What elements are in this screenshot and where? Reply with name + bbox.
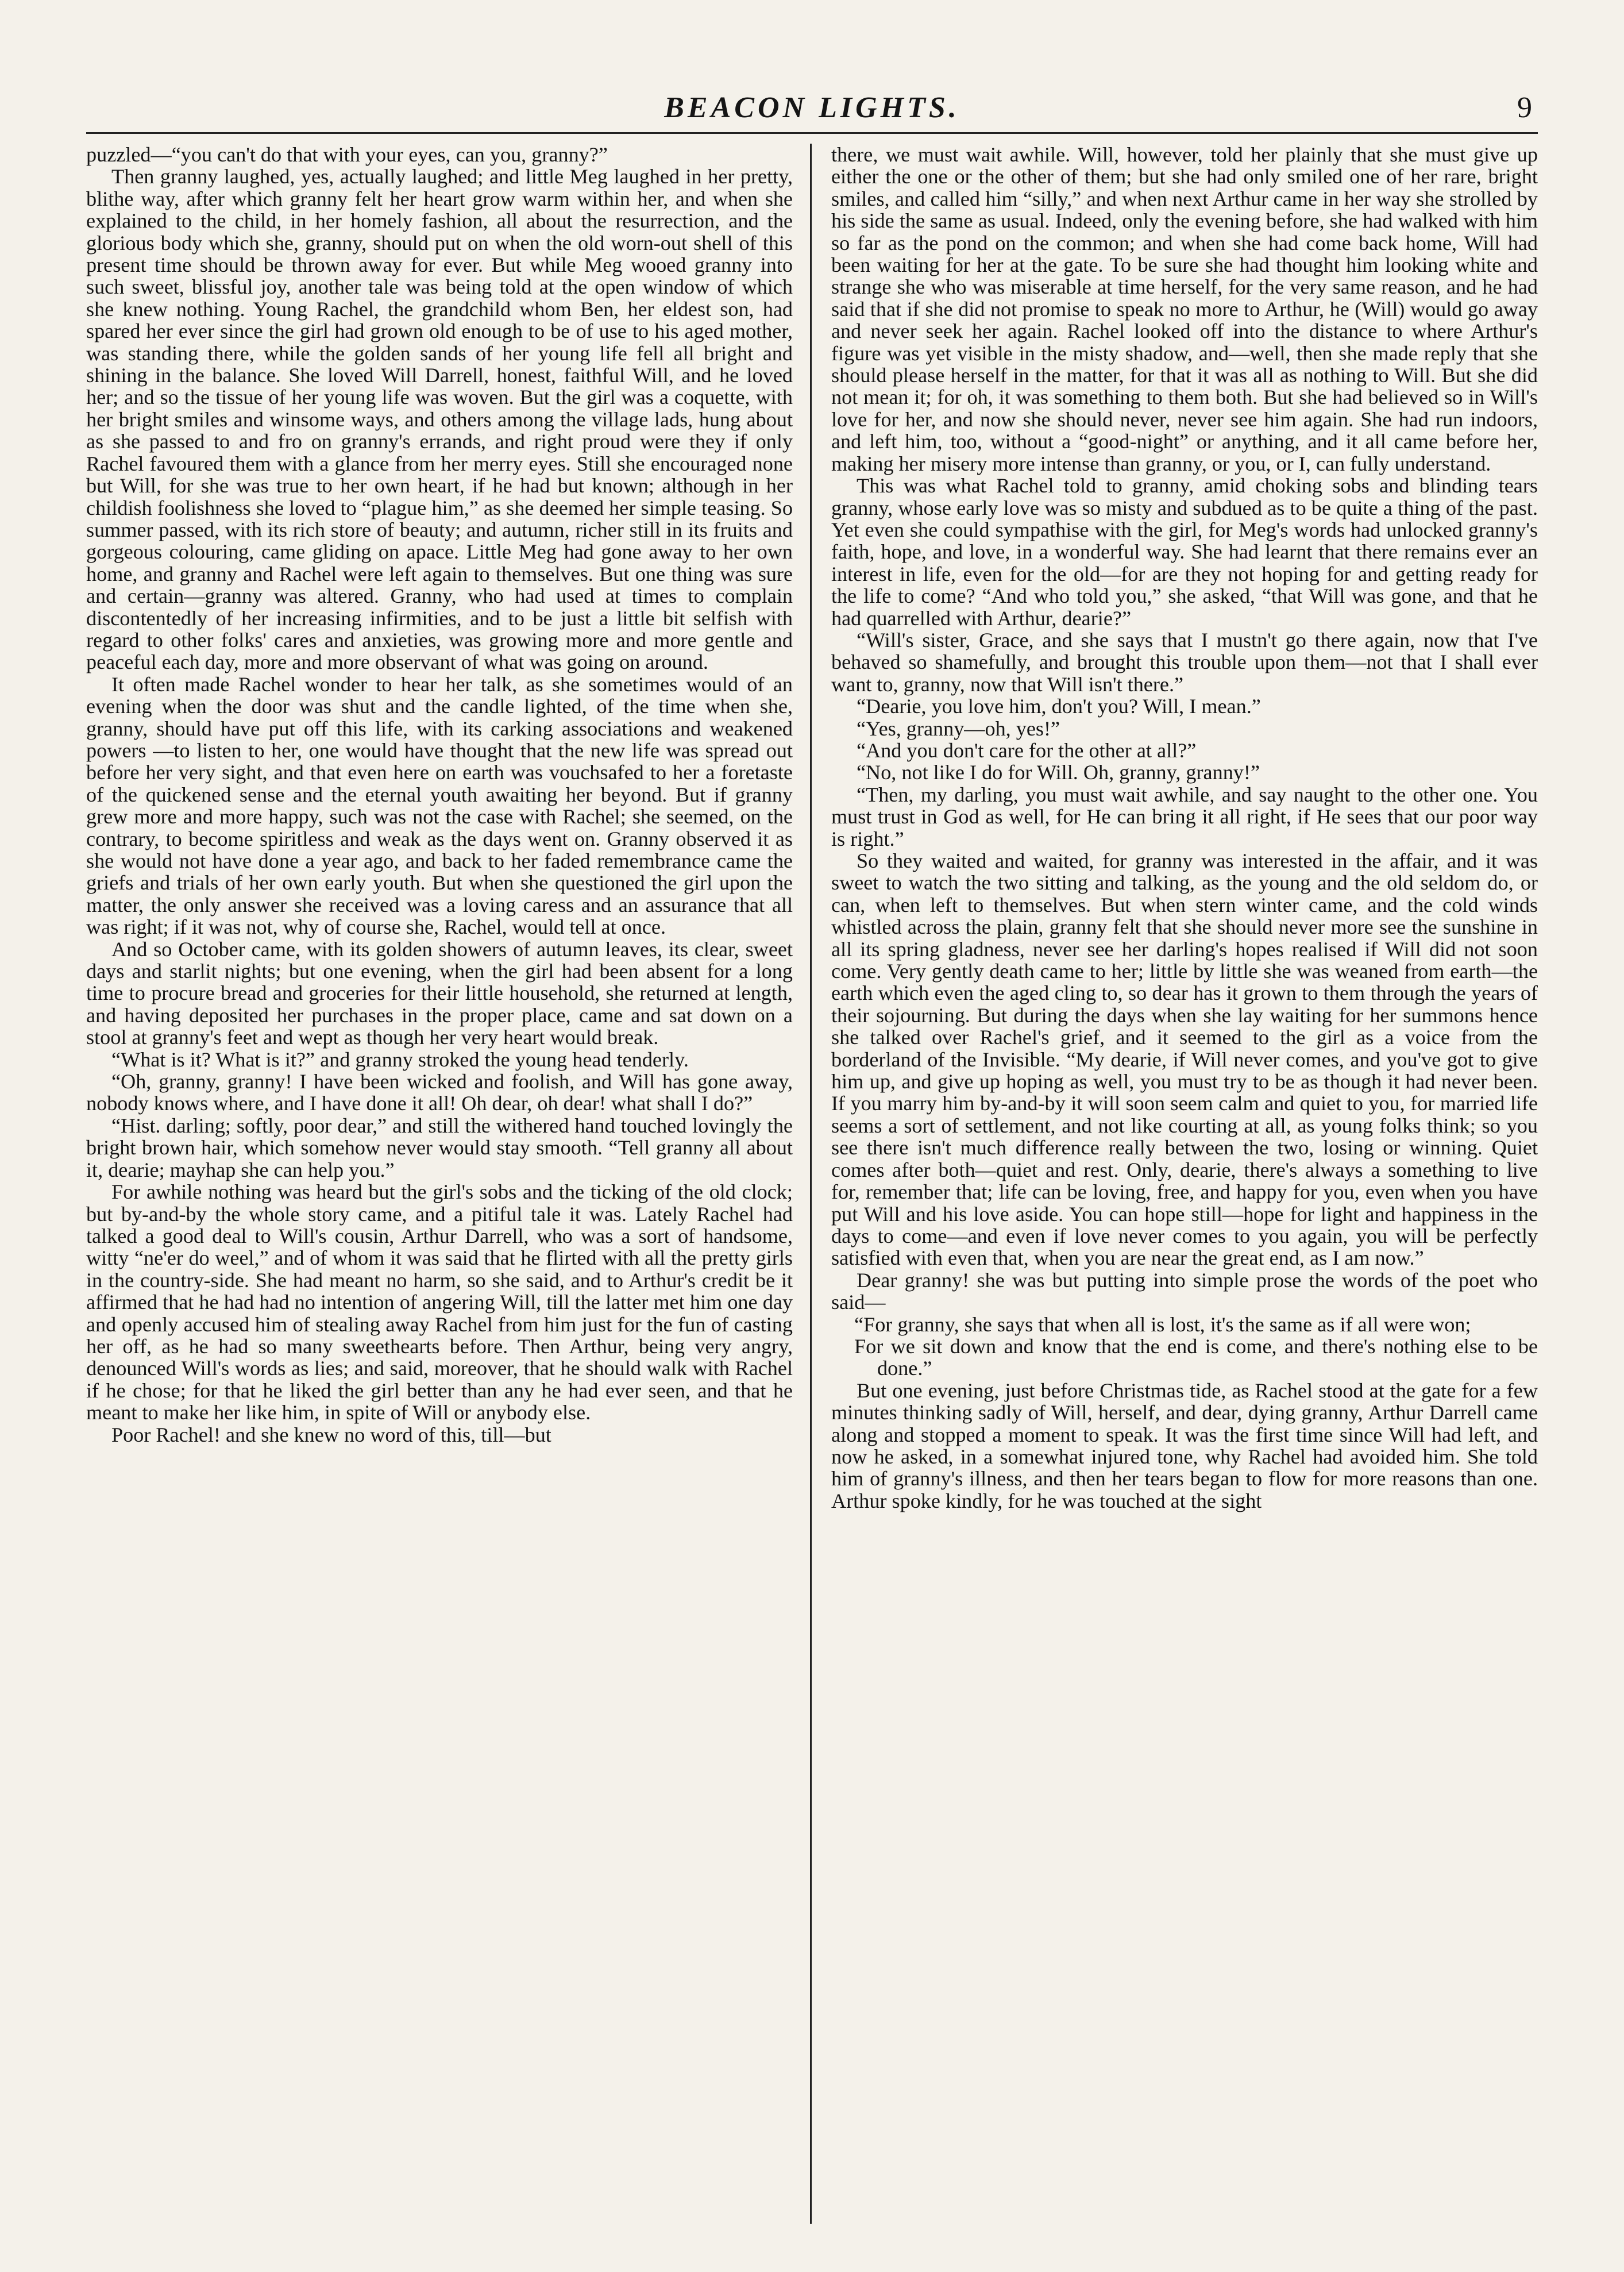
paragraph: “Hist. darling; softly, poor dear,” and still the withered hand touched lovingly the bright brown hair, which somehow never would stay smooth. “Tell granny all about it, dearie; mayhap she can help you.” <box>86 1114 793 1181</box>
verse-line: For we sit down and know that the end is come, and there's nothing else to be done.” <box>854 1334 1538 1380</box>
paragraph: “And you don't care for the other at all?” <box>857 738 1197 762</box>
paragraph: Dear granny! she was but putting into simple prose the words of the poet who said— <box>831 1268 1538 1314</box>
verse-line: “For granny, she says that when all is lost, it's the same as if all were won; <box>854 1312 1471 1336</box>
paragraph: “No, not like I do for Will. Oh, granny, granny!” <box>857 761 1260 784</box>
right-column <box>831 144 1538 2224</box>
paragraph: Poor Rachel! and she knew no word of this, till—but <box>111 1423 551 1446</box>
paragraph: “What is it? What is it?” and granny stroked the young head tenderly. <box>111 1048 689 1071</box>
page-number: 9 <box>1517 91 1532 124</box>
paragraph: And so October came, with its golden showers of autumn leaves, its clear, sweet days and starlit nights; but one evening, when the girl had been absent for a long time to procure bread and groceries for their little household, she returned at length, and having deposited her purchases in the proper place, came and sat down on a stool at granny's feet and wept as though her very heart would break. <box>86 937 793 1049</box>
paragraph: “Dearie, you love him, don't you? Will, I mean.” <box>857 695 1261 718</box>
paragraph: “Yes, granny—oh, yes!” <box>857 717 1060 740</box>
paragraph: This was what Rachel told to granny, amid choking sobs and blinding tears granny, whose early love was so misty and subdued as to be quite a thing of the past. Yet even she could sympathise with the girl, for Meg's words had unlocked granny's faith, hope, and love, in a wonderful way. She had learnt that there remains ever an interest in life, even for the old—for are they not hoping for and getting ready for the life to come? “And who told you,” she asked, “that Will was gone, and that he had quarrelled with Arthur, dearie?” <box>831 474 1538 630</box>
paragraph: there, we must wait awhile. Will, however, told her plainly that she must give up either the one or the other of them; but she had only smiled one of her rare, bright smiles, and called him “silly,” and when next Arthur came in her way she strolled by his side the same as usual. Indeed, only the evening before, she had walked with him so far as the pond on the common; and when she had come back home, Will had been waiting for her at the gate. To be sure she had thought him looking white and strange she who was miserable at time herself, for the very same reason, and he had said that if she did not promise to speak no more to Arthur, he (Will) would go away and never seek her again. Rachel looked off into the distance to where Arthur's figure was yet visible in the misty shadow, and—well, then she made reply that she should please herself in the matter, for that it was all as nothing to Will. But she did not mean it; for oh, it was something to them both. But she had believed so in Will's love for her, and now she should never, never see him again. She had run indoors, and left him, too, without a “good-night” or anything, and it all came before her, making her misery more intense than granny, or you, or I, can fully understand. <box>831 144 1538 475</box>
paragraph: “Oh, granny, granny! I have been wicked and foolish, and Will has gone away, nobody knows where, and I have done it all! Oh dear, oh dear! what shall I do?” <box>86 1070 793 1115</box>
paragraph: For awhile nothing was heard but the girl's sobs and the ticking of the old clock; but by-and-by the whole story came, and a pitiful tale it was. Lately Rachel had talked a good deal to Will's cousin, Arthur Darrell, who was a sort of handsome, witty “ne'er do weel,” and of whom it was said that he flirted with all the pretty girls in the country-side. She had meant no harm, so she said, and to Arthur's credit be it affirmed that he had had no intention of angering Will, till the latter met him one day and openly accused him of stealing away Rachel from him just for the fun of casting her off, as he had so many sweethearts before. Then Arthur, being very angry, denounced Will's words as lies; and said, moreover, that he should walk with Rachel if he chose; for that he liked the girl better than any he had ever seen, and that he meant to make her like him, in spite of Will or anybody else. <box>86 1180 793 1424</box>
paragraph: “Then, my darling, you must wait awhile, and say naught to the other one. You must trust in God as well, for He can bring it all right, if He sees that our poor way is right.” <box>831 783 1538 850</box>
page-header <box>86 86 1538 134</box>
running-title: BEACON LIGHTS. <box>664 91 960 124</box>
paragraph: But one evening, just before Christmas tide, as Rachel stood at the gate for a few minutes thinking sadly of Will, herself, and dear, dying granny, Arthur Darrell came along and stopped a moment to speak. It was the first time since Will had left, and now he asked, in a somewhat injured tone, why Rachel had avoided him. She told him of granny's illness, and then her tears began to flow for more reasons than one. Arthur spoke kindly, for he was touched at the sight <box>831 1378 1538 1512</box>
paragraph: Then granny laughed, yes, actually laughed; and little Meg laughed in her pretty, blithe way, after which granny felt her heart grow warm within her, and when she explained to the child, in her homely fashion, all about the resurrection, and the glorious body which she, granny, should put on when the old worn-out shell of this present time should be thrown away for ever. But while Meg wooed granny into such sweet, blissful joy, another tale was being told at the open window of which she knew nothing. Young Rachel, the grandchild whom Ben, her eldest son, had spared her ever since the girl had grown old enough to be of use to his aged mother, was standing there, while the golden sands of her young life fell all bright and shining in the balance. She loved Will Darrell, honest, faithful Will, and he loved her; and so the tissue of her young life was woven. But the girl was a coquette, with her bright smiles and winsome ways, and others among the village lads, hung about as she passed to and fro on granny's errands, and right proud were they if only Rachel favoured them with a glance from her merry eyes. Still she encouraged none but Will, for she was true to her own heart, if he had but known; although in her childish foolishness she loved to “plague him,” as she deemed her simple teasing. So summer passed, with its rich store of beauty; and autumn, richer still in its fruits and gorgeous colouring, came gliding on apace. Little Meg had gone away to her own home, and granny and Rachel were left again to themselves. But one thing was sure and certain—granny was altered. Granny, who had used at times to complain discontentedly of her increasing infirmities, and to be just a little bit selfish with regard to other folks' cares and anxieties, was growing more and more gentle and peaceful each day, more and more observant of what was going on around. <box>86 165 793 674</box>
text-columns <box>86 144 1538 2224</box>
left-column <box>86 144 793 2224</box>
paragraph: So they waited and waited, for granny was interested in the affair, and it was sweet to watch the two sitting and talking, as the young and the old seldom do, or can, when left to themselves. But when stern winter came, and the cold winds whistled across the plain, granny felt that she should never more see the sunshine in all its spring gladness, never see her darling's hopes realised if Will did not soon come. Very gently death came to her; little by little she was weaned from earth—the earth which even the aged cling to, so dear has it grown to them through the years of their sojourning. But during the days when she lay waiting for her summons hence she talked over Rachel's grief, and it seemed to the girl as a voice from the borderland of the Invisible. “My dearie, if Will never comes, and you've got to give him up, and give up hoping as well, you must try to be as though it had never been. If you marry him by-and-by it will soon seem calm and quiet to you, for married life seems a sort of settlement, and not like courting at all, as young folks think; so you see there isn't much difference really between the two, losing or winning. Quiet comes after both—quiet and rest. Only, dearie, there's always a something to live for, remember that; life can be loving, free, and happy for you, even when you have put Will and his love aside. You can hope still—hope for light and happiness in the days to come—and even if love never comes to you again, you will be perfectly satisfied with even that, when you are near the great end, as I am now.” <box>831 849 1538 1270</box>
paragraph: It often made Rachel wonder to hear her talk, as she sometimes would of an evening when the door was shut and the candle lighted, of the time when she, granny, should have put off this life, with its carking associations and weakened powers —to listen to her, one would have thought that the new life was spread out before her very sight, and that even here on earth was vouchsafed to her a foretaste of the quickened sense and the eternal youth awaiting her beyond. But if granny grew more and more happy, such was not the case with Rachel; she seemed, on the contrary, to become spiritless and weak as the days went on. Granny observed it as she would not have done a year ago, and back to her faded remembrance came the griefs and trials of her own early youth. But when she questioned the girl upon the matter, the only answer she received was a loving caress and an assurance that all was right; if it was not, why of course she, Rachel, would tell at once. <box>86 672 793 939</box>
paragraph: puzzled—“you can't do that with your eyes, can you, granny?” <box>86 144 608 166</box>
column-rule <box>810 144 812 2224</box>
paragraph: “Will's sister, Grace, and she says that I mustn't go there again, now that I've behaved so shamefully, and brought this trouble upon them—not that I shall ever want to, granny, now that Will isn't there.” <box>831 628 1538 696</box>
